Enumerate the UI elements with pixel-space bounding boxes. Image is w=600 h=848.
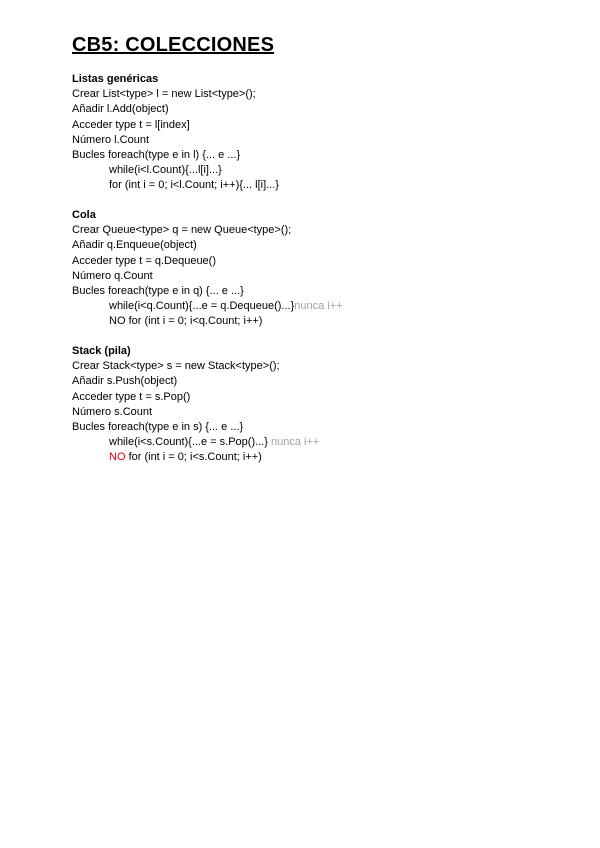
add-line: Añadir q.Enqueue(object) bbox=[72, 239, 197, 252]
add-line: Añadir s.Push(object) bbox=[72, 375, 178, 388]
access-line: Acceder type t = l[index] bbox=[72, 118, 190, 131]
section-heading: Listas genéricas bbox=[72, 73, 159, 85]
loops-line: Bucles foreach(type e in q) {... e ...} bbox=[72, 284, 244, 297]
while-loop-code: while(i<q.Count){...e = q.Dequeue()...} bbox=[109, 300, 295, 313]
for-loop-code: for (int i = 0; i<q.Count; i++) bbox=[128, 315, 263, 328]
create-line: Crear Stack<type> s = new Stack<type>(); bbox=[72, 360, 280, 373]
count-line: Número s.Count bbox=[72, 405, 153, 418]
while-loop-line bbox=[72, 299, 532, 314]
for-loop-prefix: NO bbox=[109, 451, 126, 464]
page-title: CB5: COLECCIONES bbox=[72, 34, 275, 56]
access-line: Acceder type t = q.Dequeue() bbox=[72, 254, 216, 267]
create-line: Crear List<type> l = new List<type>(); bbox=[72, 88, 256, 101]
section-queue bbox=[72, 208, 532, 330]
section-stack bbox=[72, 344, 532, 466]
count-line: Número l.Count bbox=[72, 133, 150, 146]
while-loop-line bbox=[72, 435, 532, 450]
while-loop-note: nunca i++ bbox=[294, 300, 343, 313]
loops-line: Bucles foreach(type e in s) {... e ...} bbox=[72, 420, 244, 433]
section-heading: Cola bbox=[72, 209, 96, 221]
section-lists bbox=[72, 72, 532, 194]
while-loop-note: nunca i++ bbox=[271, 436, 320, 449]
section-heading: Stack (pila) bbox=[72, 345, 131, 357]
access-line: Acceder type t = s.Pop() bbox=[72, 390, 191, 403]
for-loop-line: for (int i = 0; i<l.Count; i++){... l[i]...} bbox=[109, 179, 279, 192]
for-loop-code: for (int i = 0; i<s.Count; i++) bbox=[128, 451, 262, 464]
for-loop-line bbox=[72, 450, 532, 465]
for-loop-line bbox=[72, 314, 532, 329]
while-loop-code: while(i<s.Count){...e = s.Pop()...} bbox=[109, 436, 268, 449]
for-loop-prefix: NO bbox=[109, 315, 126, 328]
create-line: Crear Queue<type> q = new Queue<type>(); bbox=[72, 224, 292, 237]
while-loop-line: while(i<l.Count){...l[i]...} bbox=[109, 164, 222, 177]
count-line: Número q.Count bbox=[72, 269, 153, 282]
loops-line: Bucles foreach(type e in l) {... e ...} bbox=[72, 148, 241, 161]
add-line: Añadir l.Add(object) bbox=[72, 103, 169, 116]
